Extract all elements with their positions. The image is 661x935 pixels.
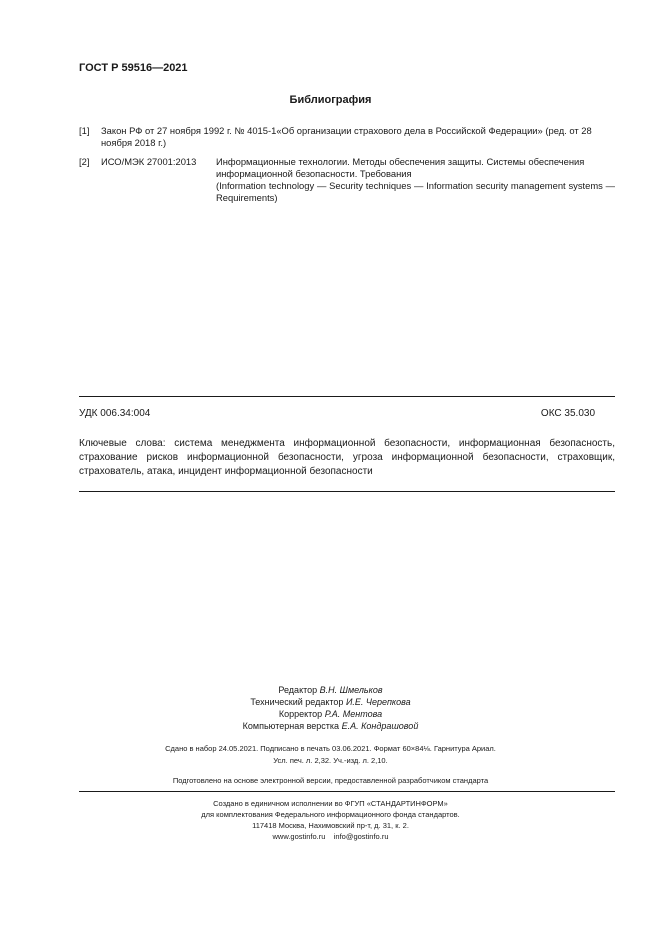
divider-bottom [79, 491, 615, 492]
publisher-line-2: для комплектования Федерального информационного фонда стандартов. [201, 810, 460, 819]
credit-role: Компьютерная верстка [242, 721, 340, 731]
reference-number-2: [2] [79, 156, 90, 167]
divider-publisher [79, 791, 615, 792]
credit-layout [0, 720, 661, 732]
credit-name: В.Н. Шмельков [319, 685, 383, 695]
credit-editor [0, 684, 661, 696]
prepared-note: Подготовлено на основе электронной версии, предоставленной разработчиком стандарта [172, 776, 489, 785]
print-info-line-1: Сдано в набор 24.05.2021. Подписано в печать 03.06.2021. Формат 60×84⅛. Гарнитура Ариал. [165, 744, 496, 753]
credit-tech-editor [0, 696, 661, 708]
credit-role: Технический редактор [250, 697, 344, 707]
reference-code-2: ИСО/МЭК 27001:2013 [101, 156, 197, 167]
oks-code: ОКС 35.030 [540, 408, 595, 419]
reference-text-2-ru: Информационные технологии. Методы обеспечения защиты. Системы обеспечения информационной безопасности. Требования [216, 156, 585, 179]
udk-code: УДК 006.34:004 [79, 408, 151, 419]
credit-name: Р.А. Ментова [324, 709, 383, 719]
reference-text-2-en: (Information technology — Security techniques — Information security management systems — Requirements) [216, 180, 615, 203]
print-info-line-2: Усл. печ. л. 2,32. Уч.-изд. л. 2,10. [273, 756, 388, 765]
credit-role: Корректор [278, 709, 323, 719]
print-info [0, 743, 661, 767]
bibliography-title: Библиография [289, 94, 372, 106]
credit-role: Редактор [278, 685, 318, 695]
credits [0, 684, 661, 732]
credit-name: И.Е. Черепкова [345, 697, 411, 707]
reference-text-2 [216, 156, 615, 204]
credit-name: Е.А. Кондрашовой [341, 721, 419, 731]
publisher-line-1: Создано в единичном исполнении во ФГУП «СТАНДАРТИНФОРМ» [213, 799, 448, 808]
divider-top [79, 396, 615, 397]
reference-text-1: Закон РФ от 27 ноября 1992 г. № 4015-1«Об организации страхового дела в Российской Федерации» (ред. от 28 ноября 2018 г.) [101, 125, 592, 148]
standard-code: ГОСТ Р 59516—2021 [79, 62, 188, 74]
publisher-info [0, 798, 661, 842]
credit-proofreader [0, 708, 661, 720]
keywords: Ключевые слова: система менеджмента информационной безопасности, информационная безопасность, страхование рисков информационной безопасности, угроза информационной безопасности, страховщик, страхователь, атака, инцидент информационной безопасности [79, 438, 615, 477]
publisher-line-3: 117418 Москва, Нахимовский пр-т, д. 31, к. 2. [252, 821, 409, 830]
publisher-line-4: www.gostinfo.ru info@gostinfo.ru [272, 832, 389, 841]
reference-number-1: [1] [79, 125, 90, 136]
